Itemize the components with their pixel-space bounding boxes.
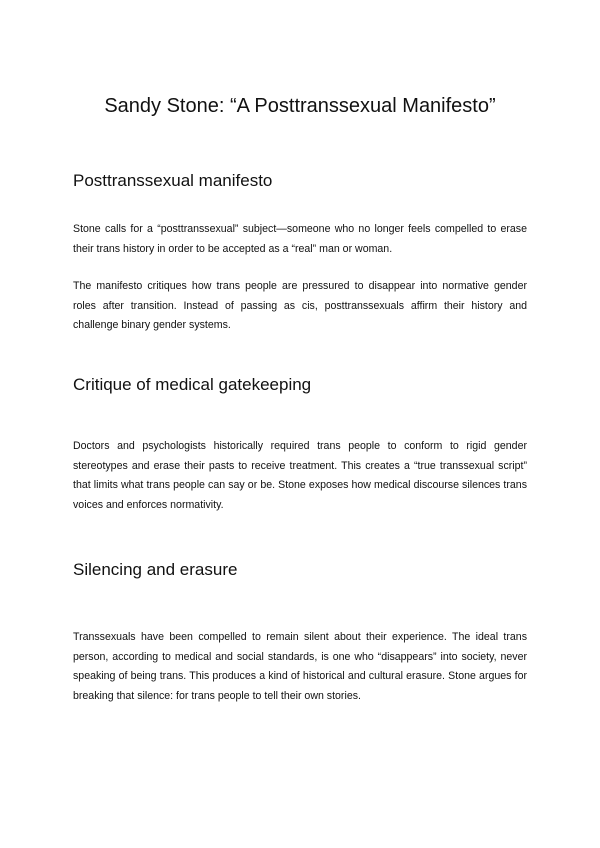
section-paragraph: Doctors and psychologists historically required trans people to conform to rigid gender stereotypes and erase their pasts to receive treatment. This creates a “true transsexual script” that limits what trans people can say or be. Stone exposes how medical discourse silences trans voices and enforces normativity.	[73, 440, 527, 511]
section-heading-critique-of-medical-gatekeeping: Critique of medical gatekeeping	[73, 375, 312, 394]
page-title: Sandy Stone: “A Posttranssexual Manifesto”	[104, 95, 496, 117]
section-paragraph: Stone calls for a “posttranssexual” subject—someone who no longer feels compelled to erase their trans history in order to be accepted as a “real” man or woman.	[73, 223, 527, 255]
section-paragraph: Transsexuals have been compelled to remain silent about their experience. The ideal trans person, according to medical and social standards, is one who “disappears” into society, never speaking of being trans. This produces a kind of historical and cultural erasure. Stone argues for breaking that silence: for trans people to tell their own stories.	[73, 631, 527, 702]
section-paragraph: The manifesto critiques how trans people are pressured to disappear into normative gender roles after transition. Instead of passing as cis, posttranssexuals affirm their history and challenge binary gender systems.	[73, 280, 527, 332]
section-heading-silencing-and-erasure: Silencing and erasure	[73, 560, 238, 579]
section-heading-posttranssexual-manifesto: Posttranssexual manifesto	[73, 171, 273, 190]
